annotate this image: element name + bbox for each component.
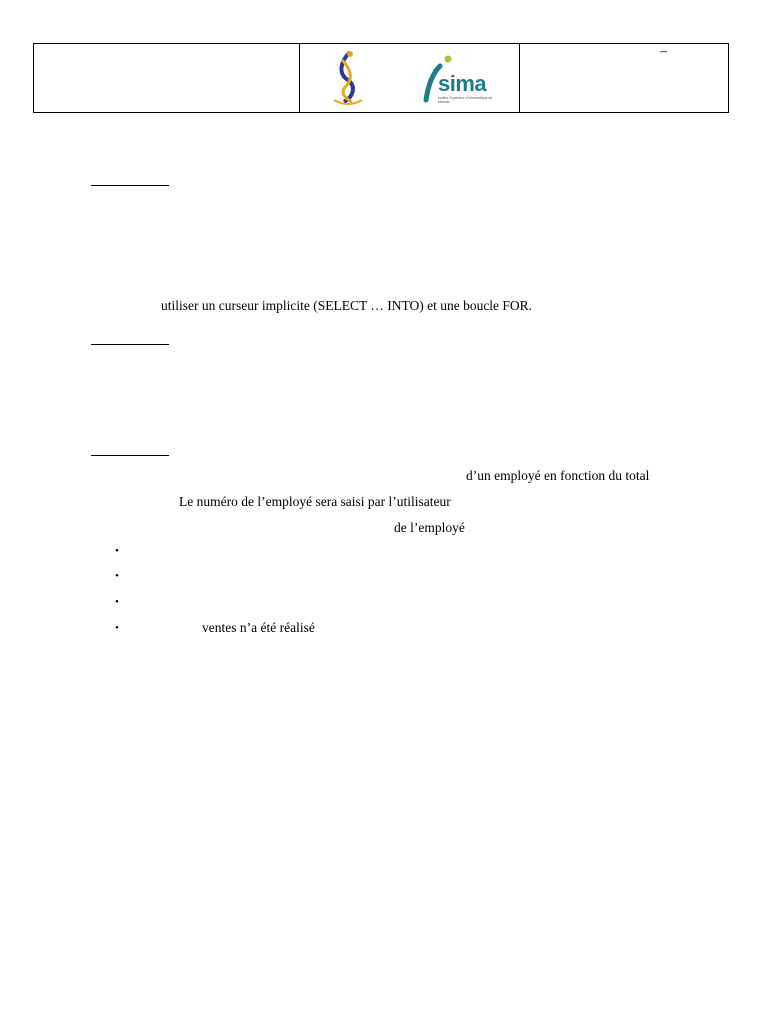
bullet-marker-3: • — [115, 596, 119, 608]
section-rule-1 — [91, 185, 169, 186]
text-implicit-cursor: utiliser un curseur implicite (SELECT … INTO) et une boucle FOR. — [161, 298, 533, 313]
bullet-marker-4: • — [115, 622, 119, 634]
isima-wordmark: sima — [438, 71, 487, 96]
bullet-marker-1: • — [115, 545, 119, 557]
section-rule-2 — [91, 344, 169, 345]
header-table — [33, 43, 729, 113]
bullet-marker-2: • — [115, 570, 119, 582]
header-left-cell — [34, 44, 300, 112]
text-employee-number: Le numéro de l’employé sera saisi par l’utilisateur — [179, 494, 451, 509]
isima-tagline: Institut Supérieur d'Informatique de Mahdia — [438, 96, 493, 104]
header-dash: – — [660, 44, 667, 59]
text-de-employe: de l’employé — [394, 520, 465, 535]
section-rule-3 — [91, 455, 169, 456]
header-logo-cell — [300, 44, 520, 112]
text-employee-total: d’un employé en fonction du total — [466, 468, 650, 483]
bullet-text-4: ventes n’a été réalisé — [202, 620, 315, 635]
header-right-cell — [520, 44, 728, 112]
university-logo — [328, 50, 368, 108]
isima-logo — [418, 54, 496, 106]
